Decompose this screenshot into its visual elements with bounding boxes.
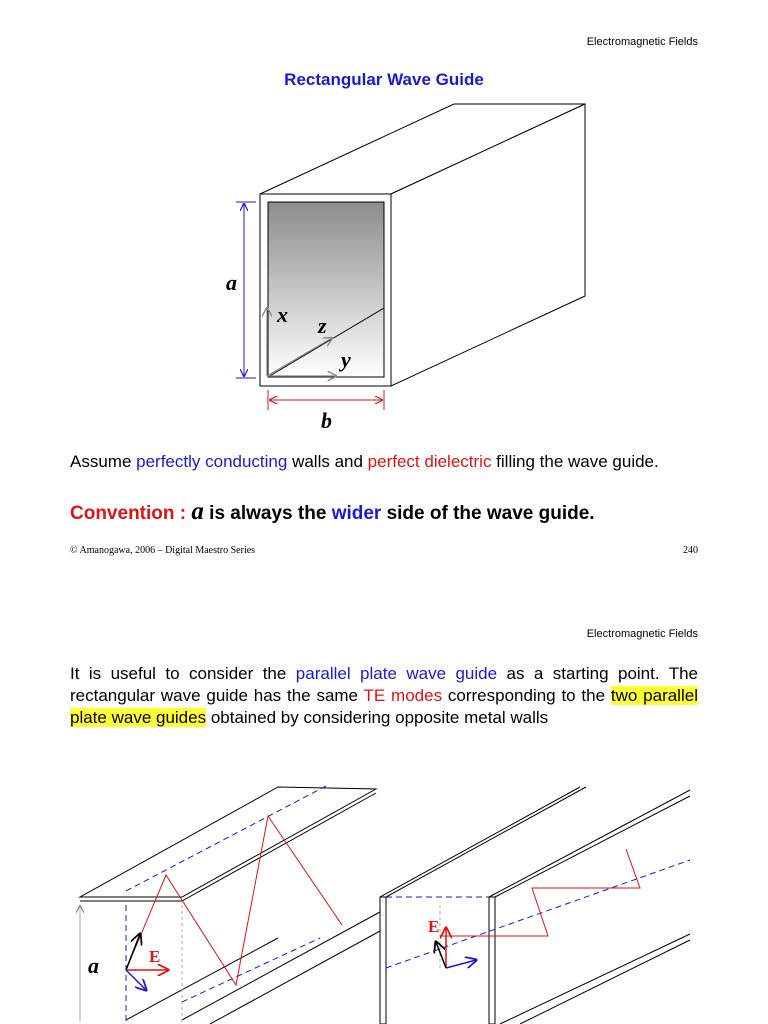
label-E-right: E xyxy=(428,917,440,936)
label-a-plates: a xyxy=(88,953,99,978)
page-title: Rectangular Wave Guide xyxy=(284,70,484,89)
parallel-plate-right xyxy=(380,787,690,1024)
page-header: Electromagnetic Fields xyxy=(586,36,698,48)
waveguide-box xyxy=(260,104,585,386)
dimension-a xyxy=(236,202,256,378)
label-x: x xyxy=(277,302,288,327)
label-b: b xyxy=(321,408,332,433)
page2-header: Electromagnetic Fields xyxy=(586,628,698,640)
label-E-left: E xyxy=(149,947,161,966)
convention-line: Convention : a is always the wider side of the wave guide. xyxy=(70,498,595,525)
page-number: 240 xyxy=(683,545,698,556)
dimension-b xyxy=(268,390,384,410)
label-z: z xyxy=(318,313,327,338)
label-a: a xyxy=(226,270,237,295)
label-y: y xyxy=(341,347,351,372)
intro-paragraph: It is useful to consider the parallel plate wave guide as a starting point. The rectangular wave guide has the same TE modes corresponding to the two parallel plate wave guides obtained by considering opposite metal walls xyxy=(70,664,699,727)
parallel-plate-left xyxy=(80,786,380,1024)
assume-paragraph: Assume perfectly conducting walls and perfect dielectric filling the wave guide. xyxy=(70,452,659,471)
footer-copyright: © Amanogawa, 2006 – Digital Maestro Series xyxy=(70,545,256,556)
